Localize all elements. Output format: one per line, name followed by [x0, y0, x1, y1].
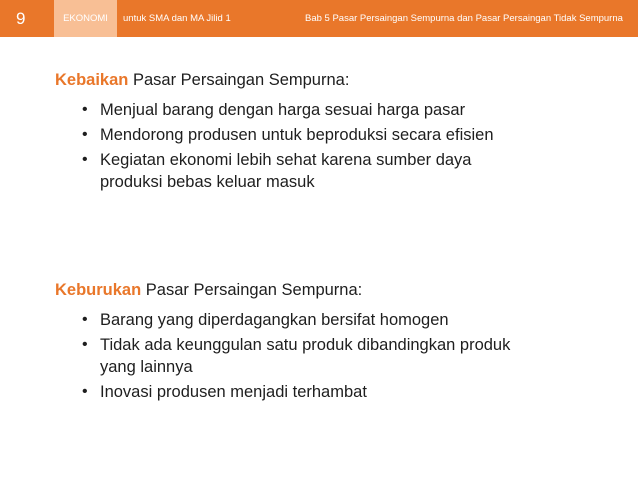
advantages-heading-text: Pasar Persaingan Sempurna:: [128, 71, 350, 89]
chapter-title: Bab 5 Pasar Persaingan Sempurna dan Pasar Persaingan Tidak Sempurna: [305, 13, 623, 24]
bullet-icon: •: [82, 151, 88, 168]
list-item-text: Tidak ada keunggulan satu produk dibandingkan produk yang lainnya: [100, 336, 511, 376]
advantages-section: [55, 69, 525, 196]
bullet-icon: •: [82, 126, 88, 143]
list-item-text: Inovasi produsen menjadi terhambat: [100, 383, 367, 401]
disadvantages-heading-text: Pasar Persaingan Sempurna:: [141, 281, 363, 299]
bullet-icon: •: [82, 311, 88, 328]
list-item-text: Barang yang diperdagangkan bersifat homogen: [100, 311, 449, 329]
header-bar: [0, 0, 638, 37]
disadvantages-heading: [55, 279, 525, 301]
list-item-text: Menjual barang dengan harga sesuai harga pasar: [100, 101, 466, 119]
list-item: [55, 381, 525, 403]
list-item: [55, 149, 525, 193]
page-number: 9: [16, 9, 26, 28]
bullet-icon: •: [82, 383, 88, 400]
list-item: [55, 124, 525, 146]
bullet-icon: •: [82, 336, 88, 353]
list-item-text: Mendorong produsen untuk beproduksi secara efisien: [100, 126, 494, 144]
advantages-heading-highlight: Kebaikan: [55, 71, 129, 89]
book-title: untuk SMA dan MA Jilid 1: [123, 13, 231, 24]
list-item: [55, 334, 525, 378]
disadvantages-section: [55, 279, 525, 406]
bullet-icon: •: [82, 101, 88, 118]
list-item: [55, 309, 525, 331]
advantages-list: [55, 99, 525, 193]
disadvantages-heading-highlight: Keburukan: [55, 281, 142, 299]
advantages-heading: [55, 69, 525, 91]
list-item-text: Kegiatan ekonomi lebih sehat karena sumber daya produksi bebas keluar masuk: [100, 151, 472, 191]
list-item: [55, 99, 525, 121]
subject-tab: EKONOMI: [54, 0, 117, 37]
disadvantages-list: [55, 309, 525, 403]
